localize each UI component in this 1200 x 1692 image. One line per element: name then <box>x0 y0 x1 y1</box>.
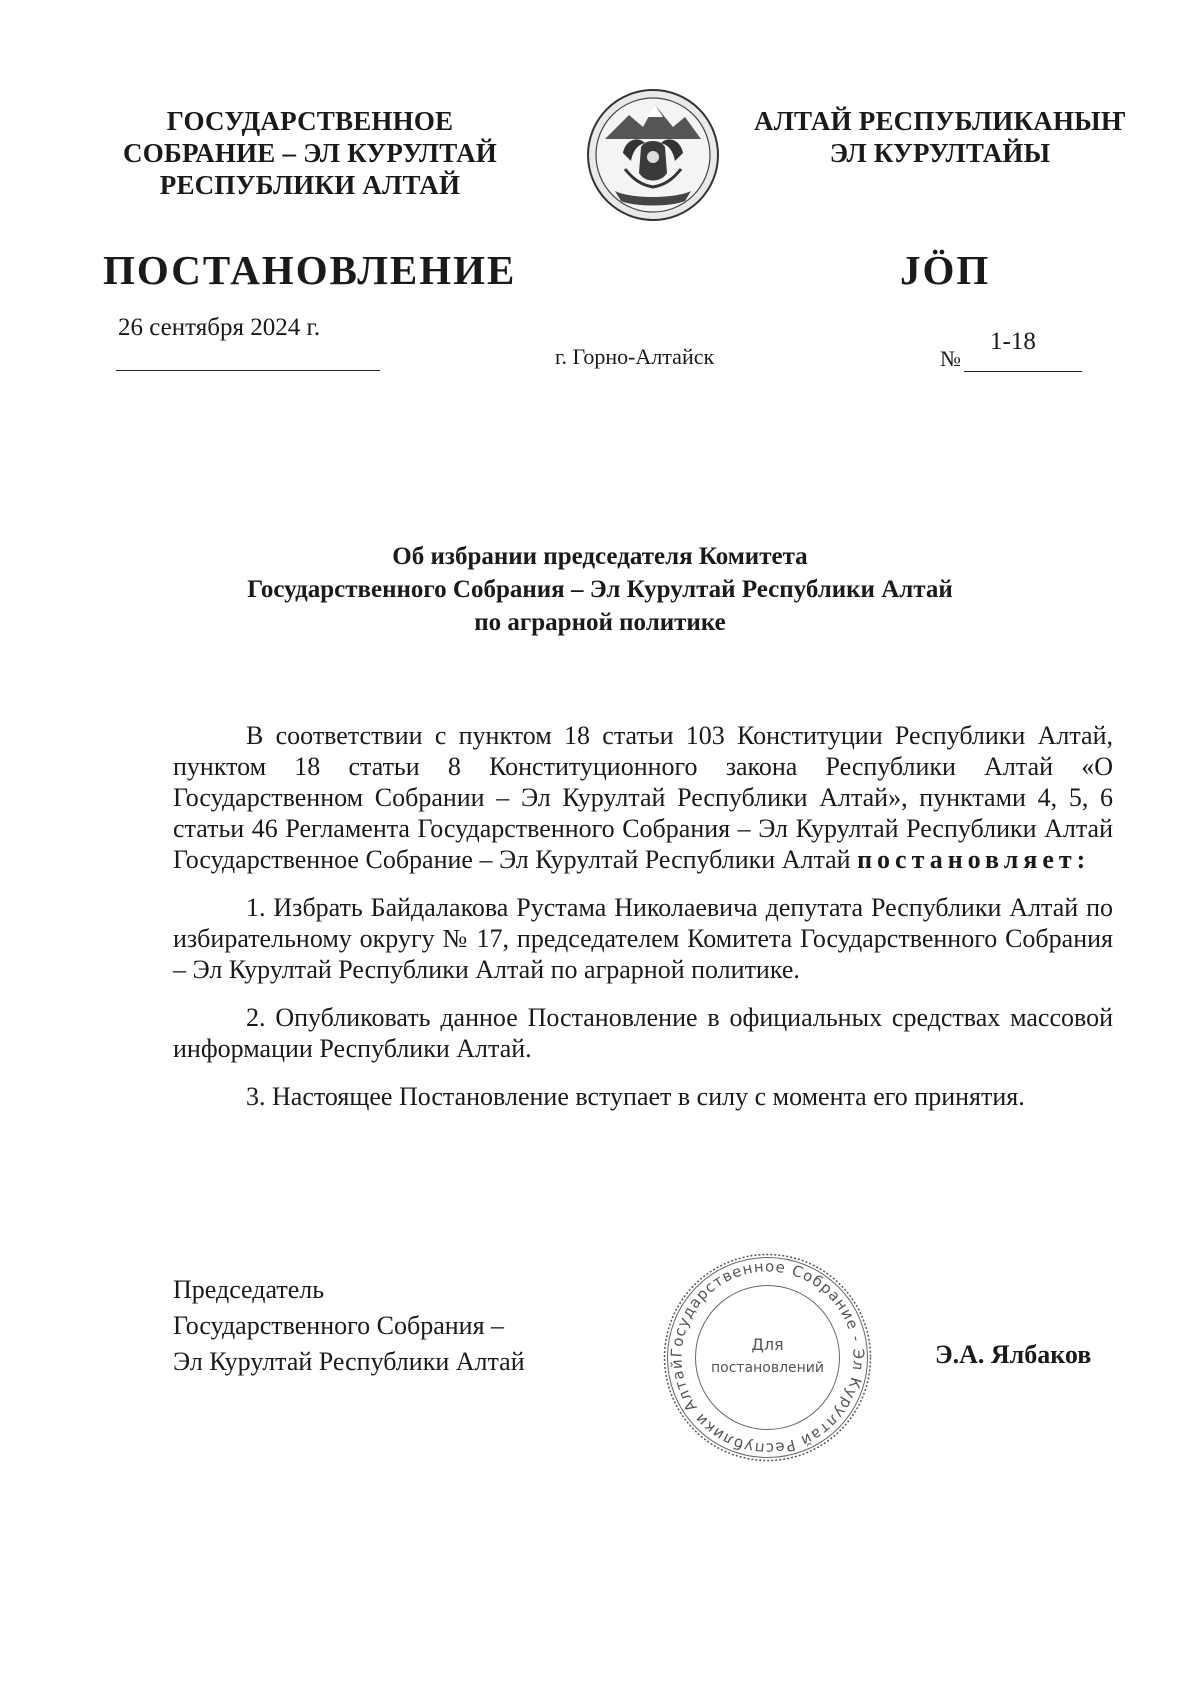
number-sign: № <box>940 346 961 371</box>
issuer-name-russian <box>100 105 520 201</box>
subject-line: по аграрной политике <box>474 609 726 636</box>
resolution-item: 3. Настоящее Постановление вступает в силу с момента его принятия. <box>246 1082 1025 1111</box>
stamp-center-line: постановлений <box>710 1360 825 1376</box>
document-title: ПОСТАНОВЛЕНИЕ <box>103 247 517 293</box>
resolution-item: 1. Избрать Байдалакова Рустама Николаевича депутата Республики Алтай по избирательному округу № 17, председателем Комитета Государственного Собрания – Эл Курултай Республики Алтай по аграрной политике. <box>173 893 1113 984</box>
issuer-line: АЛТАЙ РЕСПУБЛИКАНЫҤ <box>754 106 1126 136</box>
resolves-word: постановляет: <box>857 845 1091 874</box>
preamble-paragraph <box>173 720 1113 875</box>
signer-position <box>173 1272 525 1380</box>
issuer-line: СОБРАНИЕ – ЭЛ КУРУЛТАЙ <box>123 138 497 168</box>
official-stamp <box>660 1250 875 1465</box>
subject-line: Государственного Собрания – Эл Курултай Республики Алтай <box>247 576 953 603</box>
preamble-text: В соответствии с пунктом 18 статьи 103 Конституции Республики Алтай, пунктом 18 статьи 8 Конституционного закона Республики Алтай «О Государственном Собрании – Эл Курултай Республики Алтай», пунктами 4, 5, 6 статьи 46 Регламента Государственного Собрания – Эл Курултай Республики Алтай Государственное Собрание – Эл Курултай Республики Алтай <box>173 721 1113 874</box>
document-body <box>173 720 1113 1129</box>
document-city: г. Горно-Алтайск <box>555 344 715 369</box>
signer-position-line: Эл Курултай Республики Алтай <box>173 1347 525 1376</box>
date-underline <box>116 370 380 371</box>
signer-name: Э.А. Ялбаков <box>935 1340 1092 1369</box>
document-number: 1-18 <box>990 328 1036 355</box>
subject-line: Об избрании председателя Комитета <box>392 543 808 570</box>
issuer-line: ЭЛ КУРУЛТАЙЫ <box>829 138 1051 168</box>
document-title-altai: JÖП <box>900 247 991 293</box>
svg-text:Государственное Собрание - Эл <box>667 1257 867 1457</box>
number-underline <box>964 371 1082 372</box>
signer-position-line: Государственного Собрания – <box>173 1311 505 1340</box>
issuer-line: ГОСУДАРСТВЕННОЕ <box>166 106 454 136</box>
issuer-line: РЕСПУБЛИКИ АЛТАЙ <box>159 170 461 200</box>
signer-position-line: Председатель <box>173 1275 325 1304</box>
coat-of-arms-icon <box>585 87 721 223</box>
issuer-name-altai <box>740 105 1140 169</box>
stamp-ring-text: Государственное Собрание - Эл Курултай Республики Алтай <box>667 1257 868 1458</box>
document-date: 26 сентября 2024 г. <box>118 314 321 341</box>
stamp-center-line: Для <box>751 1335 784 1354</box>
resolution-item: 2. Опубликовать данное Постановление в официальных средствах массовой информации Республики Алтай. <box>173 1003 1113 1063</box>
document-subject <box>180 540 1020 639</box>
